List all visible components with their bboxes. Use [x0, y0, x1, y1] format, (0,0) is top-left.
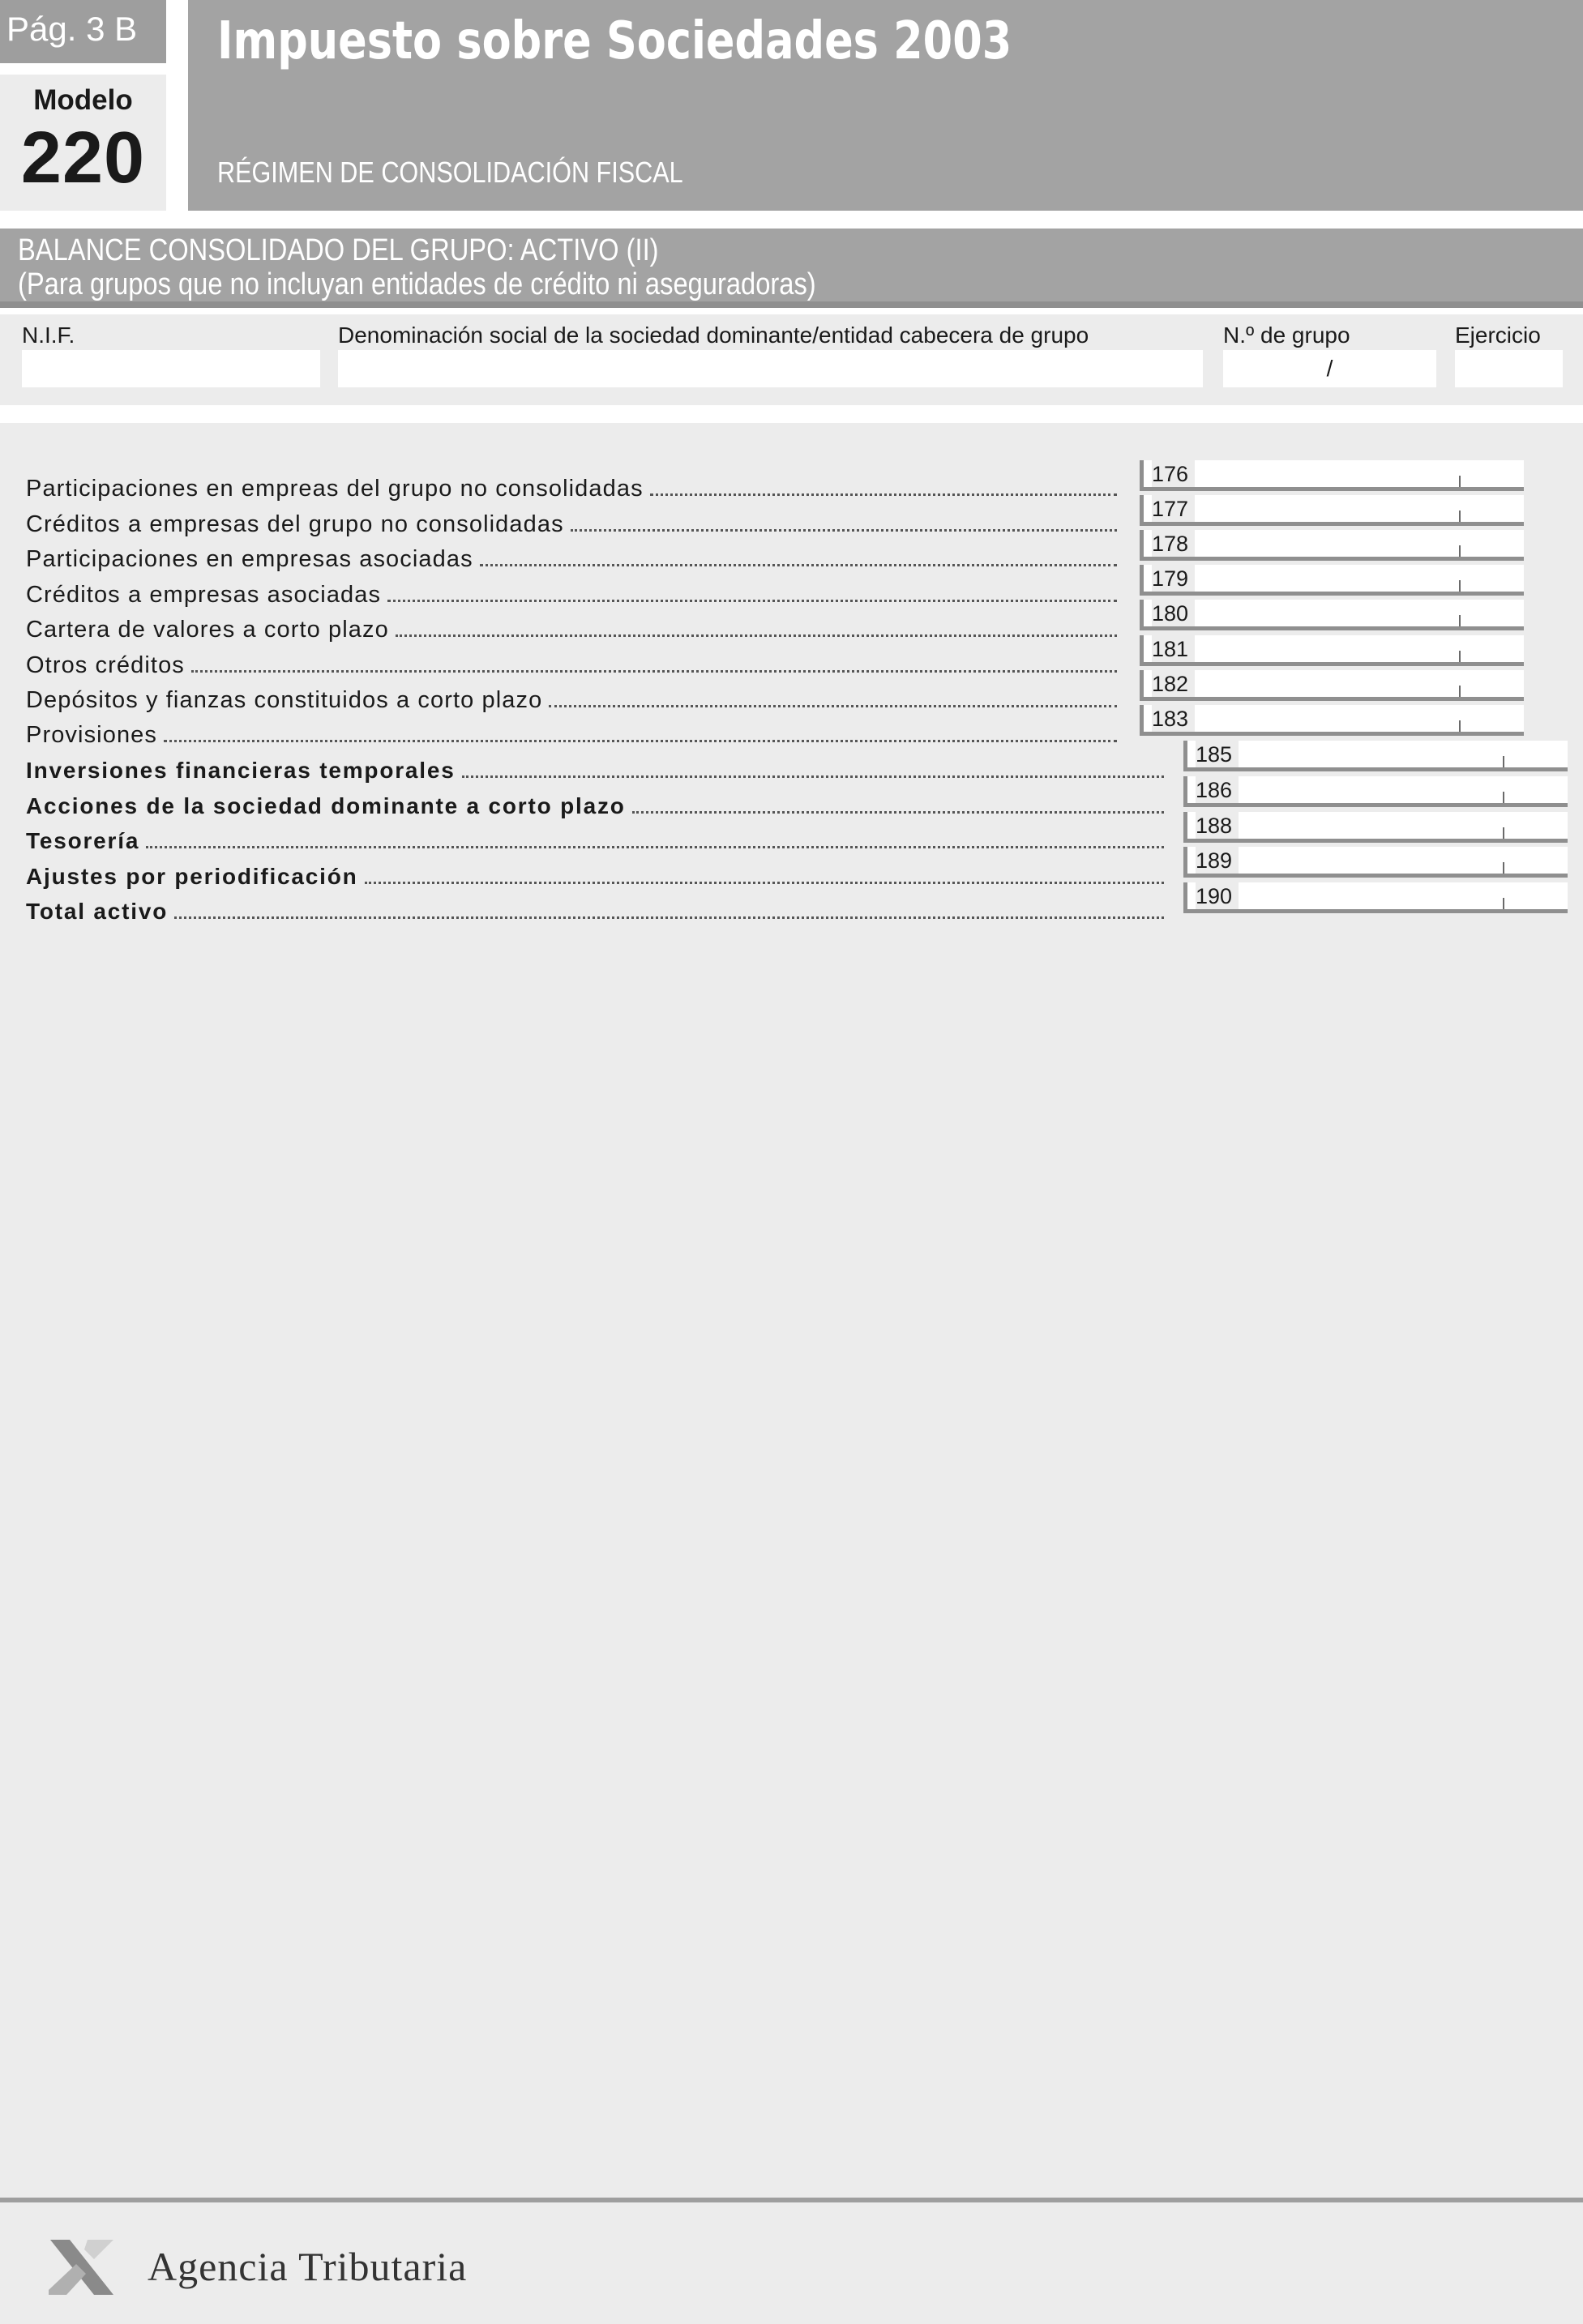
agency-name: Agencia Tributaria: [148, 2244, 468, 2289]
grupo-field-group: [1223, 323, 1436, 387]
line-item: [26, 507, 1122, 538]
total-amount-box[interactable]: [1183, 847, 1568, 878]
line-item: [26, 648, 1122, 679]
grupo-label: N.º de grupo: [1223, 323, 1350, 348]
total-line-label: Total activo: [26, 899, 169, 924]
amount-input[interactable]: [1252, 812, 1487, 839]
amount-box[interactable]: [1140, 670, 1524, 701]
total-amount-box[interactable]: [1183, 776, 1568, 807]
nif-label: N.I.F.: [22, 323, 75, 348]
line-item-label: Provisiones: [26, 722, 157, 748]
amount-input[interactable]: [1209, 495, 1444, 522]
line-item: [26, 683, 1122, 714]
line-item-label: Créditos a empresas asociadas: [26, 582, 382, 608]
box-code: 183: [1152, 705, 1195, 732]
title-banner: [188, 0, 1583, 211]
line-item: [26, 542, 1122, 573]
box-code: 178: [1152, 530, 1195, 557]
total-line-label: Acciones de la sociedad dominante a corto plazo: [26, 793, 626, 818]
line-item: [26, 472, 1122, 502]
line-item: [26, 578, 1122, 609]
section-title: BALANCE CONSOLIDADO DEL GRUPO: ACTIVO (II): [18, 233, 659, 267]
total-line: [26, 824, 1169, 855]
modelo-box: [0, 75, 166, 211]
nif-input[interactable]: [22, 350, 320, 387]
identification-row: [0, 314, 1583, 405]
box-code: 186: [1196, 776, 1239, 803]
modelo-number: 220: [20, 117, 146, 199]
footer: [0, 2198, 1583, 2324]
box-code: 177: [1152, 495, 1195, 522]
amount-box[interactable]: [1140, 565, 1524, 596]
amount-box[interactable]: [1140, 635, 1524, 666]
amount-box[interactable]: [1140, 530, 1524, 561]
modelo-label: Modelo: [33, 84, 133, 116]
page-label: Pág. 3 B: [0, 0, 166, 63]
box-code: 179: [1152, 565, 1195, 592]
amount-input[interactable]: [1252, 741, 1487, 767]
section-header: [0, 229, 1583, 308]
denominacion-field-group: [338, 323, 1203, 387]
total-line: [26, 895, 1169, 925]
grupo-input[interactable]: /: [1223, 350, 1436, 387]
amount-input[interactable]: [1209, 565, 1444, 592]
amount-box[interactable]: [1140, 600, 1524, 630]
total-amount-box[interactable]: [1183, 812, 1568, 843]
box-code: 176: [1152, 460, 1195, 487]
line-item-label: Otros créditos: [26, 652, 185, 678]
total-line: [26, 789, 1169, 820]
denominacion-input[interactable]: [338, 350, 1203, 387]
total-amount-box[interactable]: [1183, 741, 1568, 771]
amount-input[interactable]: [1209, 670, 1444, 697]
box-code: 180: [1152, 600, 1195, 626]
line-item-label: Créditos a empresas del grupo no consolidadas: [26, 511, 564, 537]
total-line: [26, 754, 1169, 784]
box-code: 182: [1152, 670, 1195, 697]
amount-input[interactable]: [1209, 705, 1444, 732]
amount-input[interactable]: [1209, 600, 1444, 626]
box-code: 188: [1196, 812, 1239, 839]
balance-form: [0, 423, 1583, 2198]
line-item-label: Depósitos y fianzas constituidos a corto plazo: [26, 687, 543, 713]
box-code: 189: [1196, 847, 1239, 874]
total-line-label: Ajustes por periodificación: [26, 864, 358, 889]
ejercicio-input[interactable]: [1455, 350, 1563, 387]
section-subtitle: (Para grupos que no incluyan entidades de crédito ni aseguradoras): [18, 267, 816, 301]
line-item: [26, 718, 1122, 749]
amount-input[interactable]: [1252, 776, 1487, 803]
ejercicio-field-group: [1455, 323, 1563, 387]
total-line-label: Inversiones financieras temporales: [26, 758, 456, 783]
ejercicio-label: Ejercicio: [1455, 323, 1541, 348]
amount-box[interactable]: [1140, 705, 1524, 736]
amount-input[interactable]: [1252, 882, 1487, 909]
box-code: 185: [1196, 741, 1239, 767]
amount-input[interactable]: [1252, 847, 1487, 874]
nif-field-group: [22, 323, 320, 387]
agencia-tributaria-logo-icon: [45, 2232, 118, 2300]
amount-box[interactable]: [1140, 495, 1524, 526]
total-amount-box[interactable]: [1183, 882, 1568, 913]
line-item-label: Cartera de valores a corto plazo: [26, 617, 389, 643]
form-subtitle: RÉGIMEN DE CONSOLIDACIÓN FISCAL: [217, 156, 683, 189]
total-line-label: Tesorería: [26, 828, 140, 853]
box-code: 190: [1196, 882, 1239, 909]
amount-input[interactable]: [1209, 635, 1444, 662]
amount-input[interactable]: [1209, 460, 1444, 487]
form-title: Impuesto sobre Sociedades 2003: [217, 11, 1012, 71]
amount-input[interactable]: [1209, 530, 1444, 557]
amount-box[interactable]: [1140, 460, 1524, 491]
denominacion-label: Denominación social de la sociedad dominante/entidad cabecera de grupo: [338, 323, 1089, 348]
line-item-label: Participaciones en empreas del grupo no consolidadas: [26, 476, 644, 502]
line-item: [26, 613, 1122, 643]
box-code: 181: [1152, 635, 1195, 662]
total-line: [26, 860, 1169, 891]
line-item-label: Participaciones en empresas asociadas: [26, 546, 473, 572]
